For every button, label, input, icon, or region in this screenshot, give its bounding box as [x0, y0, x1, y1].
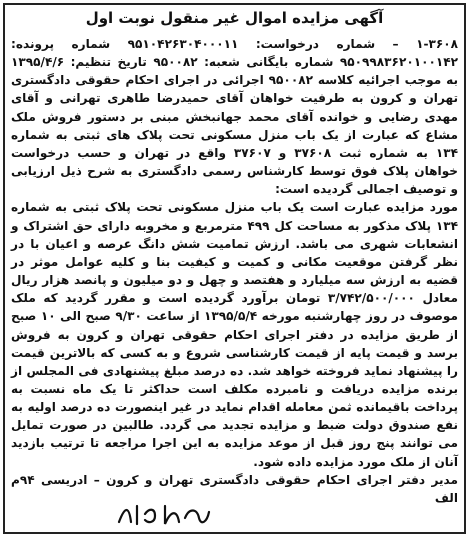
notice-frame: [3, 3, 466, 534]
notice-title: آگهی مزایده اموال غیر منقول نوبت اول: [85, 9, 384, 27]
handwritten-signature: [115, 500, 211, 528]
notice-paragraph-details: مورد مزایده عبارت است یک باب منزل مسکونی تحت پلاک ثبتی به شماره ۱۳۴ پلاک مذکور به مساحت کل ۴۹۹ مترمربع و مخروبه دارای حق اشتراک و انشعابات شهری می باشد. ارزش تمامیت شش دانگ عرصه و اعیان با در نظر گرفتن موقعیت مکانی و کمیت و کیفیت بنا و کلیه عوامل موثر در قضیه به ارزش سه میلیارد و هفتصد و چهل و دو میلیون و پانصد هزار ریال معادل ۳/۷۴۲/۵۰۰/۰۰۰ تومان برآورد گردیده است و مقرر گردید که ملک موصوف در روز چهارشنبه مورخه ۱۳۹۵/۵/۴ از ساعت ۹/۳۰ صبح الی ۱۰ صبح از طریق مزایده در دفتر اجرای احکام حقوقی تهران و کرون به فروش برسد و قیمت پایه از قیمت کارشناسی شروع و به کسی که بالاترین قیمت را پیشنهاد نماید فروخته خواهد شد. ده درصد مبلغ پیشنهادی فی المجلس از برنده مزایده دریافت و نامبرده مکلف است حداکثر تا یک ماه نسبت به پرداخت باقیمانده ثمن معامله اقدام نماید در غیر اینصورت ده درصد اولیه به نفع صندوق دولت ضبط و مزایده تجدید می گردد. طالبین در صورت تمایل می توانند پنج روز قبل از موعد مزایده به این اجرا مراجعه تا ترتیب بازدید آنان از ملک مورد مزایده داده شود.: [11, 200, 458, 469]
notice-paragraph-signature: مدیر دفتر اجرای احکام حقوقی دادگستری تهران و کرون – ادریسی ۹۴م الف: [11, 472, 458, 505]
notice-paragraph-header: ۱-۳۶۰۸ – شماره درخواست: ۹۵۱۰۴۲۶۳۰۴۰۰۰۱۱ شماره پرونده: ۹۵۰۹۹۸۳۶۲۰۱۰۰۱۴۲ شماره بایگانی شعبه: ۹۵۰۰۸۲ تاریخ تنظیم: ۱۳۹۵/۴/۶ به موجب اجرائیه کلاسه ۹۵۰۰۸۲ اجرائی در اجرای احکام حقوقی دادگستری تهران و کرون به طرفیت خواهان آقای حمیدرضا طاهری تهرانی و آقای مهدی رضایی و خوانده آقای محمد جهانبخش مبنی بر دستور فروش ملک مشاع که عبارت از یک باب منزل مسکونی تحت پلاک های ثبتی به شماره ۱۳۴ به شماره ثبت ۳۷۶۰۸ و ۳۷۶۰۷ واقع در تهران و حسب درخواست خواهان پلاک فوق توسط کارشناس رسمی دادگستری به شرح ذیل ارزیابی و توصیف اجمالی گردیده است:: [11, 37, 459, 197]
notice-body: [11, 35, 458, 507]
